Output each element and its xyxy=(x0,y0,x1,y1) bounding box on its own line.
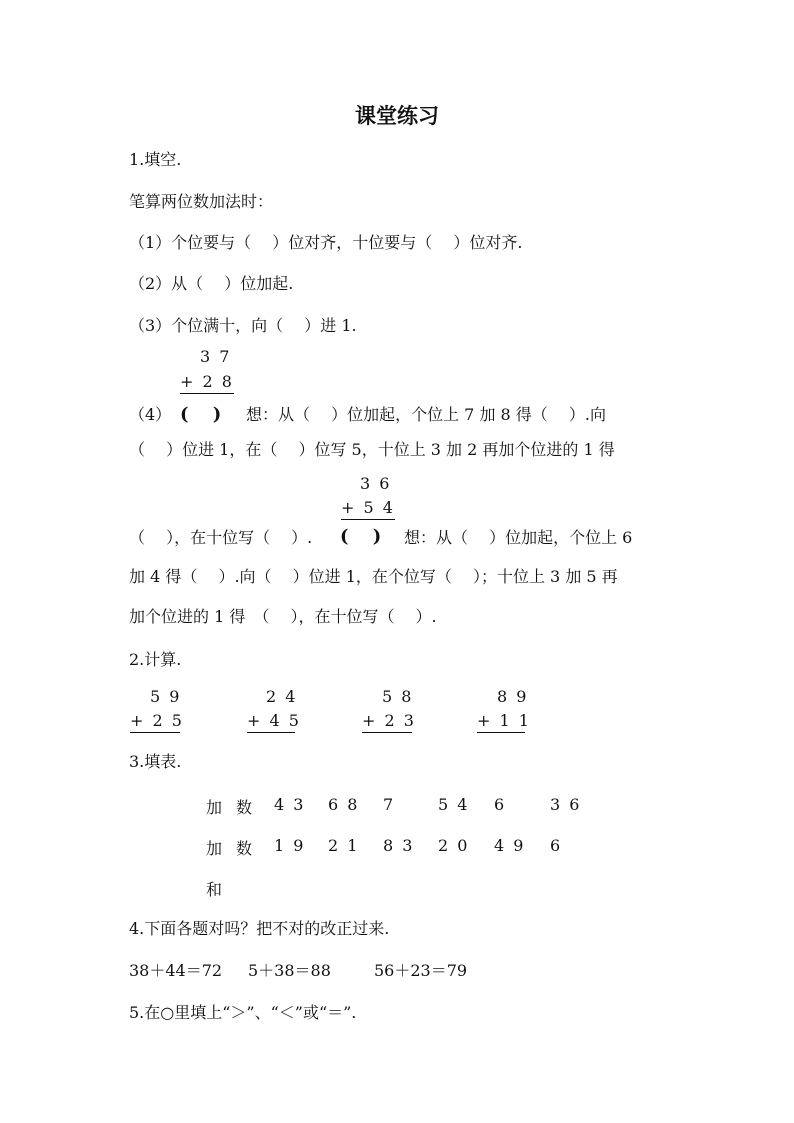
calc-problem-4-bottom: + 1 1 xyxy=(477,711,525,733)
calc-problem-1-top: 5 9 xyxy=(150,687,182,706)
table-row-2-label: 加数 xyxy=(206,839,267,858)
calc-problem-2-bottom: + 4 5 xyxy=(247,711,295,733)
q1-line-5: （ ）位进 1，在（ ）位写 5，十位上 3 加 2 再加个位进的 1 得 xyxy=(129,440,615,459)
q1-line-6-prefix: （ ），在十位写（ ）. xyxy=(129,528,313,547)
table-row-2-cell-6: 6 xyxy=(550,836,563,855)
table-row-1-cell-2: 6 8 xyxy=(328,795,360,814)
table-row-1-cell-1: 4 3 xyxy=(274,795,306,814)
table-row-2-cell-5: 4 9 xyxy=(494,836,526,855)
q5-heading: 5.在○里填上“＞”、“＜”或“＝”. xyxy=(129,1003,357,1022)
q1-line-4-rest: 想：从（ ）位加起，个位上 7 加 8 得（ ）.向 xyxy=(246,405,606,424)
q4-item-1: 38＋44＝72 xyxy=(129,961,223,980)
calc-problem-2-top: 2 4 xyxy=(266,687,298,706)
vertical-sum-1-top: 3 7 xyxy=(200,347,232,366)
table-row-1-cell-4: 5 4 xyxy=(438,795,470,814)
q1-line-6-rest: 想：从（ ）位加起，个位上 6 xyxy=(404,528,633,547)
q1-line-1: （1）个位要与（ ）位对齐，十位要与（ ）位对齐. xyxy=(129,233,523,252)
page-title: 课堂练习 xyxy=(355,104,439,128)
table-row-1-label: 加数 xyxy=(206,798,267,817)
calc-problem-1-bottom: + 2 5 xyxy=(130,711,180,733)
q1-intro: 笔算两位数加法时： xyxy=(129,192,274,211)
vertical-sum-2-bottom: + 5 4 xyxy=(341,498,395,520)
q1-line-8: 加个位进的 1 得 （ ），在十位写（ ）. xyxy=(129,607,437,626)
q1-line-2: （2）从（ ）位加起. xyxy=(129,274,294,293)
q4-item-3: 56＋23＝79 xyxy=(374,961,468,980)
calc-problem-3-bottom: + 2 3 xyxy=(362,711,412,733)
answer-paren-1: ( ) xyxy=(180,404,222,425)
table-row-2-cell-1: 1 9 xyxy=(274,836,306,855)
table-row-1-cell-5: 6 xyxy=(494,795,507,814)
table-row-2-cell-2: 2 1 xyxy=(328,836,360,855)
q1-line-7: 加 4 得（ ）.向（ ）位进 1，在个位写（ ）；十位上 3 加 5 再 xyxy=(129,567,618,586)
table-row-3-label: 和 xyxy=(206,880,223,899)
table-row-1-cell-6: 3 6 xyxy=(550,795,582,814)
q1-line-4-prefix: （4） xyxy=(129,405,172,424)
vertical-sum-1-bottom: + 2 8 xyxy=(180,372,234,394)
answer-paren-2: ( ) xyxy=(340,526,382,547)
calc-problem-3-top: 5 8 xyxy=(382,687,414,706)
q2-heading: 2.计算. xyxy=(129,650,182,669)
q4-heading: 4.下面各题对吗？把不对的改正过来. xyxy=(129,919,390,938)
table-row-2-cell-3: 8 3 xyxy=(383,836,415,855)
q3-heading: 3.填表. xyxy=(129,752,182,771)
q1-heading: 1.填空. xyxy=(129,150,182,169)
vertical-sum-2-top: 3 6 xyxy=(360,474,392,493)
calc-problem-4-top: 8 9 xyxy=(497,687,529,706)
table-row-1-cell-3: 7 xyxy=(383,795,396,814)
q1-line-3: （3）个位满十，向（ ）进 1. xyxy=(129,316,357,335)
table-row-2-cell-4: 2 0 xyxy=(438,836,470,855)
q4-item-2: 5＋38＝88 xyxy=(248,961,331,980)
